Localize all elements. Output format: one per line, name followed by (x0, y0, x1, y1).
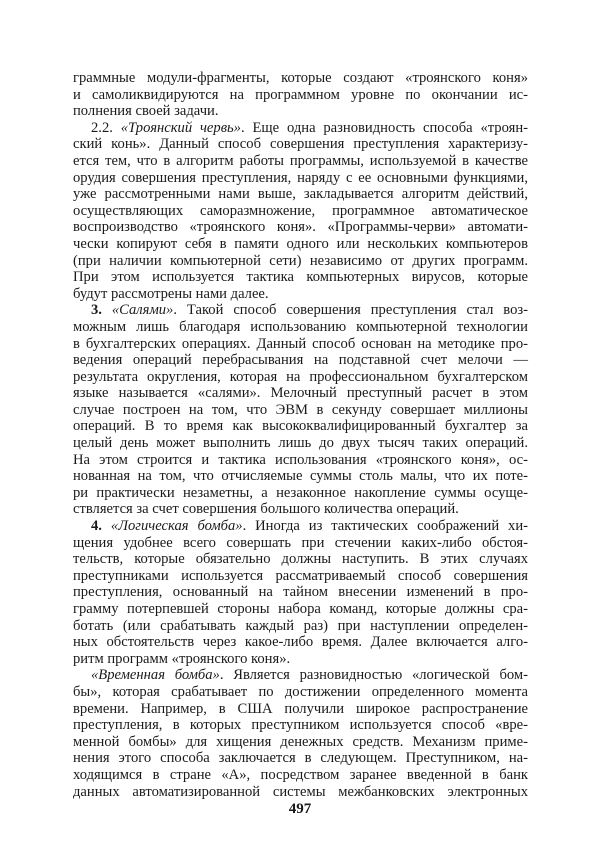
line-text: нения этого способа заключается в следующем. Преступником, на- (73, 750, 528, 767)
line-text: уже рассмотренными нами выше, закладывается алгоритм действий, (73, 186, 528, 203)
line-text: и самоликвидируются на программном уровне по окончании ис- (73, 86, 528, 103)
text-line (73, 601, 528, 618)
text-line (73, 286, 528, 303)
line-text: результата округления, которая на профессиональном бухгалтерском (73, 368, 528, 385)
section-number: 4. (91, 518, 111, 535)
line-text: целый день может выполнить лишь до двух тысяч таких операций. (73, 435, 528, 452)
line-text: преступления, основанный на тайном внесении изменений в про- (73, 584, 528, 601)
text-line (73, 651, 528, 668)
text-line (73, 618, 528, 635)
text-line (73, 452, 528, 469)
line-text: языке называется «салями». Мелочный преступный расчет в этом (73, 385, 528, 402)
document-page-body (73, 70, 528, 800)
text-line (73, 219, 528, 236)
text-line (73, 87, 528, 104)
line-text: ных обстоятельств через какое-либо время. Далее включается алго- (73, 634, 528, 651)
text-line (73, 435, 528, 452)
line-text: можным лишь благодаря использованию компьютерной технологии (73, 318, 528, 335)
text-line (73, 70, 528, 87)
line-text: . Еще одна разновидность способа «троян- (240, 119, 529, 136)
line-text: операций. В то время как высококвалифицированный бухгалтер за (73, 418, 528, 435)
line-text: ведения операций перебрасывания на подставной счет мелочи — (73, 352, 528, 369)
text-line (73, 784, 528, 801)
text-line (73, 501, 528, 518)
text-line (73, 170, 528, 187)
text-line (73, 468, 528, 485)
text-line (73, 750, 528, 767)
line-text: тельств, которые обязательно должны наступить. В этих случаях (73, 551, 528, 568)
text-line (73, 535, 528, 552)
text-line (73, 352, 528, 369)
text-line (73, 302, 528, 319)
text-line (73, 120, 528, 137)
text-line (73, 402, 528, 419)
line-text: случае построен на том, что ЭВМ в секунду совершает миллионы (73, 401, 528, 418)
text-line (73, 734, 528, 751)
line-text: в бухгалтерских операциях. Данный способ основан на методике про- (73, 335, 528, 352)
line-text: менной бомбы» для хищения денежных средств. Механизм приме- (73, 733, 528, 750)
text-line (73, 319, 528, 336)
line-text: граммные модули-фрагменты, которые создают «троянского коня» (73, 70, 528, 86)
text-line (73, 717, 528, 734)
text-line (73, 203, 528, 220)
text-line (73, 153, 528, 170)
text-line (73, 186, 528, 203)
line-text: ходящимся в стране «А», посредством заранее введенной в банк (73, 766, 528, 783)
line-text: осуществляющих саморазмножение, программное автоматическое (73, 202, 528, 219)
line-text: ботать (или срабатывать каждый раз) при наступлении определен- (73, 617, 528, 634)
line-text: нованная на том, что отчисляемые суммы столь малы, что их поте- (73, 468, 528, 485)
line-text: преступления, в которых преступником используется способ «вре- (73, 717, 528, 734)
line-text: будут рассмотрены нами далее. (73, 285, 269, 302)
page-number: 497 (288, 801, 312, 817)
line-text: преступниками используется рассматриваемый способ совершения (73, 567, 528, 584)
term-heading: «Временная бомба» (91, 667, 220, 684)
line-text: . Такой способ совершения преступления стал воз- (173, 302, 529, 319)
term-heading: «Логическая бомба» (110, 518, 243, 535)
line-text: На этом строится и тактика использования «троянского коня», ос- (73, 451, 528, 468)
line-text: . Иногда из тактических соображений хи- (242, 518, 528, 535)
line-text: данных автоматизированной системы межбанковских электронных (73, 783, 528, 800)
line-text: грамму потерпевшей стороны набора команд, которые должны сра- (73, 601, 528, 617)
text-line (73, 385, 528, 402)
text-line (73, 485, 528, 502)
text-line (73, 551, 528, 568)
line-text: . Является разновидностью «логической бом- (219, 667, 529, 684)
text-line (73, 634, 528, 651)
text-line (73, 369, 528, 386)
text-line (73, 253, 528, 270)
text-line (73, 767, 528, 784)
line-text: ский конь». Данный способ совершения преступления характеризу- (73, 136, 528, 153)
text-line (73, 667, 528, 684)
line-text: орудия совершения преступления, наряду с ее основными функциями, (73, 169, 528, 186)
text-line (73, 568, 528, 585)
line-text: ствляется за счет совершения большого количества операций. (73, 501, 459, 518)
text-line (73, 336, 528, 353)
text-line (73, 236, 528, 253)
line-text: При этом используется тактика компьютерных вирусов, которые (73, 269, 528, 286)
text-line (73, 701, 528, 718)
term-heading: «Троянский червь» (120, 119, 241, 136)
line-text: ется тем, что в алгоритм работы программы, используемой в качестве (73, 152, 528, 169)
text-line (73, 136, 528, 153)
text-line (73, 584, 528, 601)
line-text: ри практически незаметны, а незаконное накопление суммы осуще- (73, 484, 528, 501)
text-line (73, 269, 528, 286)
line-text: бы», которая срабатывает по достижении определенного момента (73, 683, 528, 700)
text-line (73, 518, 528, 535)
line-text: ритм программ «троянского коня». (73, 650, 291, 667)
line-text: щения удобнее всего совершать при стечении каких-либо обстоя- (73, 534, 528, 551)
line-text: чески копируют себя в памяти одного или нескольких компьютеров (73, 235, 528, 252)
line-text: полнения своей задачи. (73, 103, 219, 120)
line-text: времени. Например, в США получили широкое распространение (73, 700, 528, 717)
line-text: воспроизводство «троянского коня». «Программы-черви» автомати- (73, 219, 528, 236)
text-line (73, 418, 528, 435)
section-number: 3. (91, 302, 112, 319)
text-line (73, 684, 528, 701)
line-text: (при наличии компьютерной сети) независимо от других программ. (73, 252, 528, 269)
subsection-number: 2.2. (91, 119, 121, 136)
term-heading: «Салями» (111, 302, 174, 319)
text-line (73, 103, 528, 120)
